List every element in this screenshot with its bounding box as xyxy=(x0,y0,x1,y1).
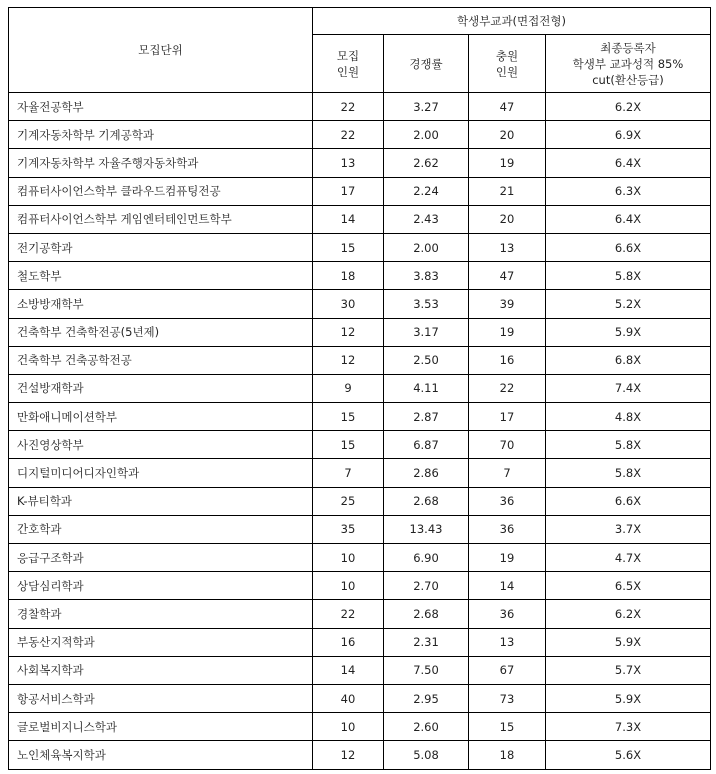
cell-extra: 18 xyxy=(469,741,546,769)
cell-recruit: 12 xyxy=(313,741,384,769)
cell-rate: 2.24 xyxy=(384,177,469,205)
cell-unit: 만화애니메이션학부 xyxy=(9,403,313,431)
table-row xyxy=(9,459,711,487)
cell-unit: 건축학부 건축공학전공 xyxy=(9,346,313,374)
cell-recruit: 25 xyxy=(313,487,384,515)
table-row xyxy=(9,149,711,177)
cell-extra: 7 xyxy=(469,459,546,487)
cell-recruit: 15 xyxy=(313,233,384,261)
cell-extra: 20 xyxy=(469,205,546,233)
cell-unit: 간호학과 xyxy=(9,515,313,543)
cell-cut: 4.7X xyxy=(546,544,711,572)
cell-cut: 6.2X xyxy=(546,600,711,628)
header-competition: 경쟁률 xyxy=(384,35,469,93)
cell-extra: 73 xyxy=(469,684,546,712)
cell-recruit: 12 xyxy=(313,318,384,346)
cell-unit: 사진영상학부 xyxy=(9,431,313,459)
cell-extra: 13 xyxy=(469,628,546,656)
table-row xyxy=(9,656,711,684)
cell-recruit: 12 xyxy=(313,346,384,374)
cell-cut: 5.9X xyxy=(546,318,711,346)
header-final-cut xyxy=(546,35,711,93)
cell-extra: 19 xyxy=(469,318,546,346)
cell-cut: 6.2X xyxy=(546,93,711,121)
cell-unit: 항공서비스학과 xyxy=(9,684,313,712)
cell-recruit: 16 xyxy=(313,628,384,656)
admission-results-table xyxy=(8,7,711,770)
header-recruit xyxy=(313,35,384,93)
cell-recruit: 9 xyxy=(313,374,384,402)
cell-rate: 7.50 xyxy=(384,656,469,684)
table-row xyxy=(9,318,711,346)
cell-unit: 상담심리학과 xyxy=(9,572,313,600)
cell-recruit: 14 xyxy=(313,205,384,233)
cell-unit: 컴퓨터사이언스학부 게임엔터테인먼트학부 xyxy=(9,205,313,233)
cell-recruit: 15 xyxy=(313,431,384,459)
cell-cut: 7.3X xyxy=(546,713,711,741)
cell-recruit: 30 xyxy=(313,290,384,318)
cell-unit: 컴퓨터사이언스학부 클라우드컴퓨팅전공 xyxy=(9,177,313,205)
table-row xyxy=(9,403,711,431)
cell-extra: 15 xyxy=(469,713,546,741)
cell-cut: 3.7X xyxy=(546,515,711,543)
cell-rate: 2.86 xyxy=(384,459,469,487)
table-row xyxy=(9,600,711,628)
table-row xyxy=(9,121,711,149)
header-extra-line1: 충원 xyxy=(495,48,519,63)
cell-recruit: 22 xyxy=(313,93,384,121)
table-row xyxy=(9,233,711,261)
cell-cut: 4.8X xyxy=(546,403,711,431)
cell-unit: 기계자동차학부 자율주행자동차학과 xyxy=(9,149,313,177)
cell-extra: 70 xyxy=(469,431,546,459)
cell-cut: 5.8X xyxy=(546,459,711,487)
cell-cut: 7.4X xyxy=(546,374,711,402)
header-unit: 모집단위 xyxy=(9,8,313,93)
cell-extra: 67 xyxy=(469,656,546,684)
table-row xyxy=(9,374,711,402)
cell-extra: 47 xyxy=(469,93,546,121)
cell-recruit: 7 xyxy=(313,459,384,487)
cell-unit: 건축학부 건축학전공(5년제) xyxy=(9,318,313,346)
cell-extra: 13 xyxy=(469,233,546,261)
cell-rate: 3.83 xyxy=(384,262,469,290)
cell-unit: 소방방재학부 xyxy=(9,290,313,318)
cell-extra: 19 xyxy=(469,149,546,177)
cell-rate: 2.62 xyxy=(384,149,469,177)
cell-rate: 5.08 xyxy=(384,741,469,769)
table-row xyxy=(9,205,711,233)
table-row xyxy=(9,572,711,600)
header-extra xyxy=(469,35,546,93)
cell-rate: 2.87 xyxy=(384,403,469,431)
cell-extra: 21 xyxy=(469,177,546,205)
cell-cut: 6.4X xyxy=(546,149,711,177)
cell-extra: 19 xyxy=(469,544,546,572)
cell-rate: 2.70 xyxy=(384,572,469,600)
table-row xyxy=(9,628,711,656)
header-final-line2: 학생부 교과성적 85% xyxy=(572,56,684,71)
cell-rate: 2.68 xyxy=(384,600,469,628)
cell-unit: 기계자동차학부 기계공학과 xyxy=(9,121,313,149)
header-extra-line2: 인원 xyxy=(495,64,519,79)
cell-recruit: 22 xyxy=(313,121,384,149)
cell-extra: 36 xyxy=(469,600,546,628)
cell-recruit: 35 xyxy=(313,515,384,543)
cell-rate: 2.68 xyxy=(384,487,469,515)
header-final-line3: cut(환산등급) xyxy=(592,72,664,87)
cell-unit: 자율전공학부 xyxy=(9,93,313,121)
cell-rate: 2.95 xyxy=(384,684,469,712)
cell-rate: 3.53 xyxy=(384,290,469,318)
cell-unit: K-뷰티학과 xyxy=(9,487,313,515)
cell-rate: 13.43 xyxy=(384,515,469,543)
cell-recruit: 40 xyxy=(313,684,384,712)
cell-extra: 20 xyxy=(469,121,546,149)
cell-recruit: 14 xyxy=(313,656,384,684)
cell-recruit: 10 xyxy=(313,544,384,572)
cell-unit: 경찰학과 xyxy=(9,600,313,628)
cell-cut: 5.2X xyxy=(546,290,711,318)
cell-recruit: 22 xyxy=(313,600,384,628)
cell-unit: 건설방재학과 xyxy=(9,374,313,402)
cell-rate: 2.31 xyxy=(384,628,469,656)
cell-recruit: 18 xyxy=(313,262,384,290)
header-group: 학생부교과(면접전형) xyxy=(313,8,711,35)
cell-cut: 5.9X xyxy=(546,684,711,712)
cell-cut: 6.9X xyxy=(546,121,711,149)
cell-cut: 6.4X xyxy=(546,205,711,233)
cell-recruit: 17 xyxy=(313,177,384,205)
table-row xyxy=(9,346,711,374)
table-row xyxy=(9,487,711,515)
table-row xyxy=(9,290,711,318)
cell-extra: 22 xyxy=(469,374,546,402)
cell-cut: 5.7X xyxy=(546,656,711,684)
header-recruit-line1: 모집 xyxy=(336,48,360,63)
cell-extra: 36 xyxy=(469,487,546,515)
cell-cut: 6.5X xyxy=(546,572,711,600)
cell-rate: 2.60 xyxy=(384,713,469,741)
header-final-line1: 최종등록자 xyxy=(600,40,656,55)
cell-cut: 6.3X xyxy=(546,177,711,205)
cell-cut: 6.6X xyxy=(546,233,711,261)
cell-rate: 2.00 xyxy=(384,121,469,149)
table-row xyxy=(9,713,711,741)
cell-unit: 전기공학과 xyxy=(9,233,313,261)
cell-cut: 6.6X xyxy=(546,487,711,515)
cell-rate: 2.00 xyxy=(384,233,469,261)
cell-extra: 39 xyxy=(469,290,546,318)
cell-recruit: 10 xyxy=(313,572,384,600)
table-body xyxy=(9,93,711,770)
cell-rate: 6.90 xyxy=(384,544,469,572)
cell-recruit: 10 xyxy=(313,713,384,741)
cell-unit: 글로벌비지니스학과 xyxy=(9,713,313,741)
cell-extra: 47 xyxy=(469,262,546,290)
cell-recruit: 15 xyxy=(313,403,384,431)
cell-cut: 5.8X xyxy=(546,431,711,459)
cell-extra: 14 xyxy=(469,572,546,600)
table-row xyxy=(9,93,711,121)
cell-cut: 5.6X xyxy=(546,741,711,769)
cell-cut: 6.8X xyxy=(546,346,711,374)
cell-unit: 철도학부 xyxy=(9,262,313,290)
cell-extra: 36 xyxy=(469,515,546,543)
cell-rate: 4.11 xyxy=(384,374,469,402)
cell-cut: 5.9X xyxy=(546,628,711,656)
header-recruit-line2: 인원 xyxy=(336,64,360,79)
table-row xyxy=(9,515,711,543)
cell-extra: 17 xyxy=(469,403,546,431)
cell-cut: 5.8X xyxy=(546,262,711,290)
cell-rate: 3.27 xyxy=(384,93,469,121)
cell-unit: 응급구조학과 xyxy=(9,544,313,572)
table-row xyxy=(9,544,711,572)
table-row xyxy=(9,262,711,290)
table-row xyxy=(9,431,711,459)
cell-unit: 디지털미디어디자인학과 xyxy=(9,459,313,487)
table-row xyxy=(9,741,711,769)
cell-extra: 16 xyxy=(469,346,546,374)
cell-unit: 노인체육복지학과 xyxy=(9,741,313,769)
table-row xyxy=(9,177,711,205)
table-row xyxy=(9,684,711,712)
cell-unit: 사회복지학과 xyxy=(9,656,313,684)
cell-recruit: 13 xyxy=(313,149,384,177)
cell-unit: 부동산지적학과 xyxy=(9,628,313,656)
cell-rate: 3.17 xyxy=(384,318,469,346)
cell-rate: 2.50 xyxy=(384,346,469,374)
cell-rate: 2.43 xyxy=(384,205,469,233)
cell-rate: 6.87 xyxy=(384,431,469,459)
